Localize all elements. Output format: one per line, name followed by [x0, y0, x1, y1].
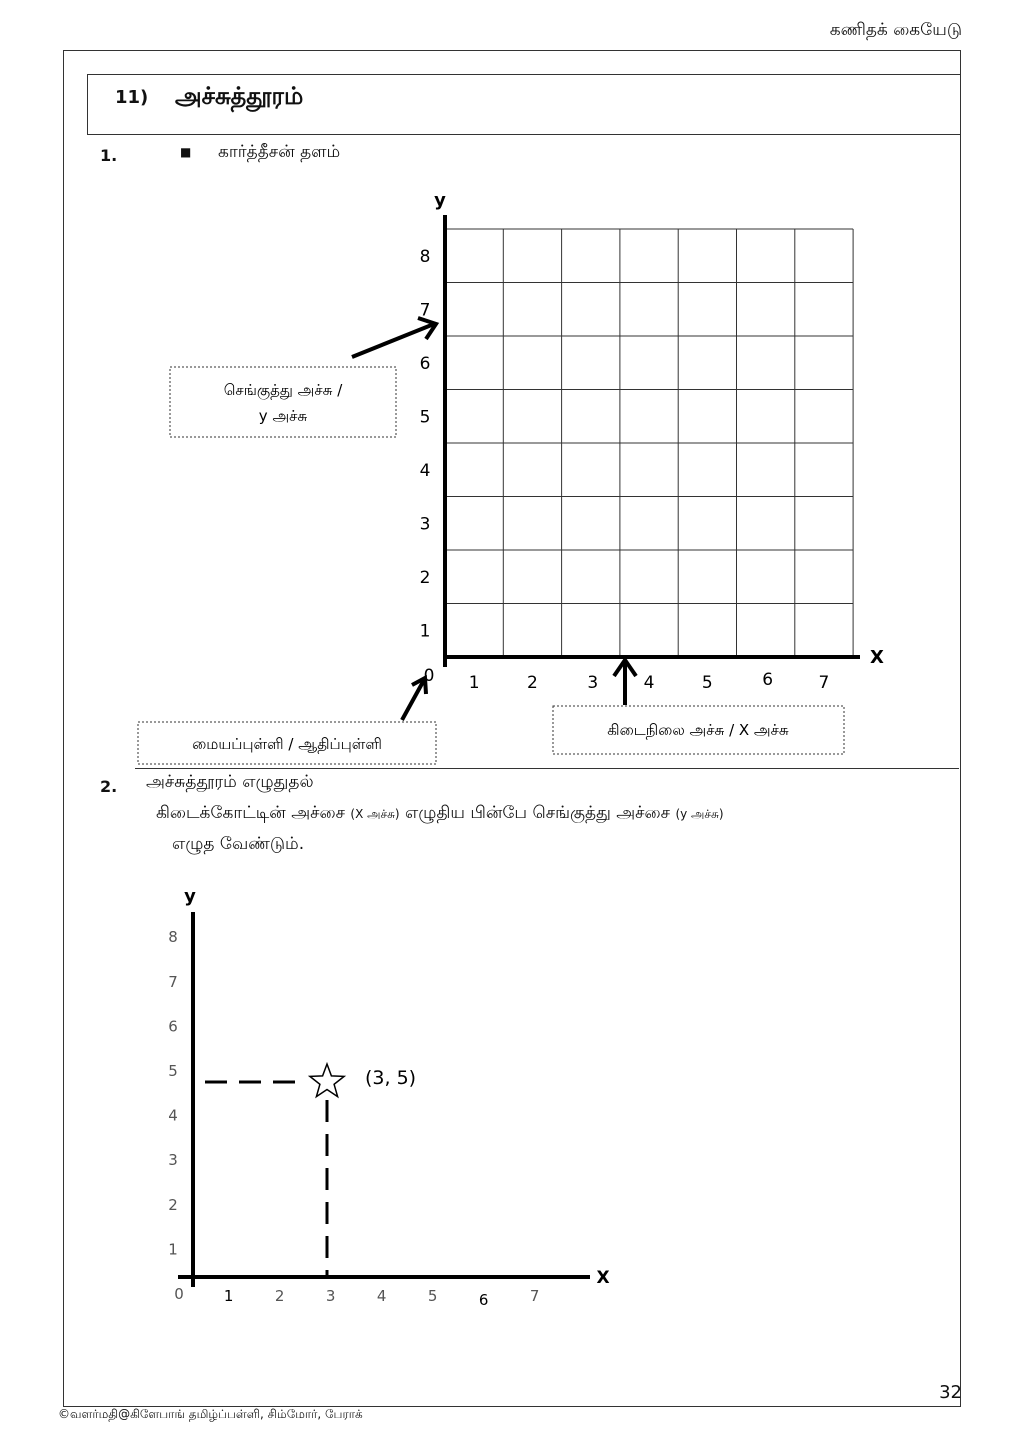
instruction-part-c: எழுதிய பின்பே செங்குத்து அச்சை	[399, 803, 676, 823]
x-tick-label: 1	[468, 673, 480, 693]
coordinate-example-figure	[0, 870, 1024, 1330]
instruction-part-a: கிடைக்கோட்டின் அச்சை	[156, 803, 351, 823]
question-1-number: 1.	[100, 146, 118, 165]
x-tick-label: 4	[643, 673, 655, 693]
x-tick-label: 4	[376, 1287, 387, 1305]
section-title: அச்சுத்தூரம்	[175, 82, 304, 110]
y-axis-callout-line2: y அச்சு	[258, 407, 308, 425]
y-axis-label: y	[184, 886, 196, 907]
y-tick-label: 8	[419, 246, 431, 267]
x-tick-label: 3	[587, 673, 599, 693]
x-axis-label: X	[870, 647, 884, 668]
y-tick-label: 6	[168, 1017, 178, 1036]
origin-label: 0	[174, 1285, 184, 1303]
question-2-instruction	[156, 803, 724, 825]
x-tick-label: 7	[529, 1287, 540, 1305]
y-axis-callout-line1: செங்குத்து அச்சு /	[223, 381, 343, 399]
y-tick-label: 8	[168, 928, 178, 947]
grid-lines	[445, 229, 853, 657]
question-2-number: 2.	[100, 777, 118, 796]
x-tick-label: 2	[527, 673, 538, 693]
instruction-part-d: (y அச்சு)	[675, 807, 724, 821]
callout-arrows	[352, 318, 636, 720]
y-tick-label: 7	[168, 972, 178, 991]
y-axis-arrow	[352, 324, 434, 357]
y-tick-label: 7	[419, 300, 431, 321]
question-1-title: கார்த்தீசன் தளம்	[218, 142, 341, 162]
y-tick-label: 5	[419, 407, 431, 428]
y-tick-label: 5	[168, 1062, 178, 1080]
axis-labels	[168, 886, 609, 1309]
x-tick-label: 6	[478, 1291, 489, 1309]
x-axis-callout-label: கிடைநிலை அச்சு / X அச்சு	[607, 721, 789, 739]
y-tick-label: 4	[168, 1106, 178, 1125]
origin-label: 0	[423, 666, 435, 686]
x-tick-label: 5	[701, 673, 713, 693]
y-tick-label: 6	[419, 353, 431, 374]
y-tick-label: 2	[168, 1195, 178, 1214]
x-axis-label: X	[596, 1268, 610, 1288]
y-tick-label: 2	[419, 567, 431, 588]
bullet-icon: ■	[180, 145, 192, 159]
question-2-title: அச்சுத்தூரம் எழுதுதல்	[146, 772, 314, 792]
x-tick-label: 1	[223, 1287, 234, 1305]
instruction-part-b: (X அச்சு)	[350, 807, 400, 821]
point-label: (3, 5)	[365, 1067, 417, 1089]
y-tick-label: 1	[419, 621, 431, 642]
axes	[178, 912, 590, 1287]
y-tick-label: 3	[168, 1151, 178, 1170]
header-title: கணிதக் கையேடு	[829, 20, 962, 40]
section-divider	[135, 768, 959, 769]
star-icon	[310, 1064, 344, 1097]
origin-callout-label: மையப்புள்ளி / ஆதிப்புள்ளி	[192, 735, 382, 753]
y-tick-label: 3	[419, 514, 431, 535]
x-tick-label: 6	[762, 670, 774, 690]
plotted-points	[205, 1064, 416, 1277]
y-axis-callout-box	[170, 367, 396, 437]
question-2-instruction-line2: எழுத வேண்டும்.	[172, 834, 305, 854]
section-number: 11)	[115, 87, 149, 108]
page-number: 32	[939, 1382, 962, 1403]
x-tick-label: 3	[325, 1287, 336, 1305]
x-tick-label: 7	[818, 673, 830, 693]
x-tick-label: 5	[427, 1287, 438, 1305]
y-tick-label: 4	[419, 460, 431, 481]
y-axis-label: y	[434, 190, 446, 211]
y-tick-label: 1	[168, 1240, 178, 1259]
footer-credit: ©வளர்மதி@கிளேபாங் தமிழ்ப்பள்ளி, சிம்மோர், பேராக்	[58, 1407, 363, 1421]
axis-labels	[420, 190, 884, 693]
x-tick-label: 2	[274, 1287, 285, 1305]
